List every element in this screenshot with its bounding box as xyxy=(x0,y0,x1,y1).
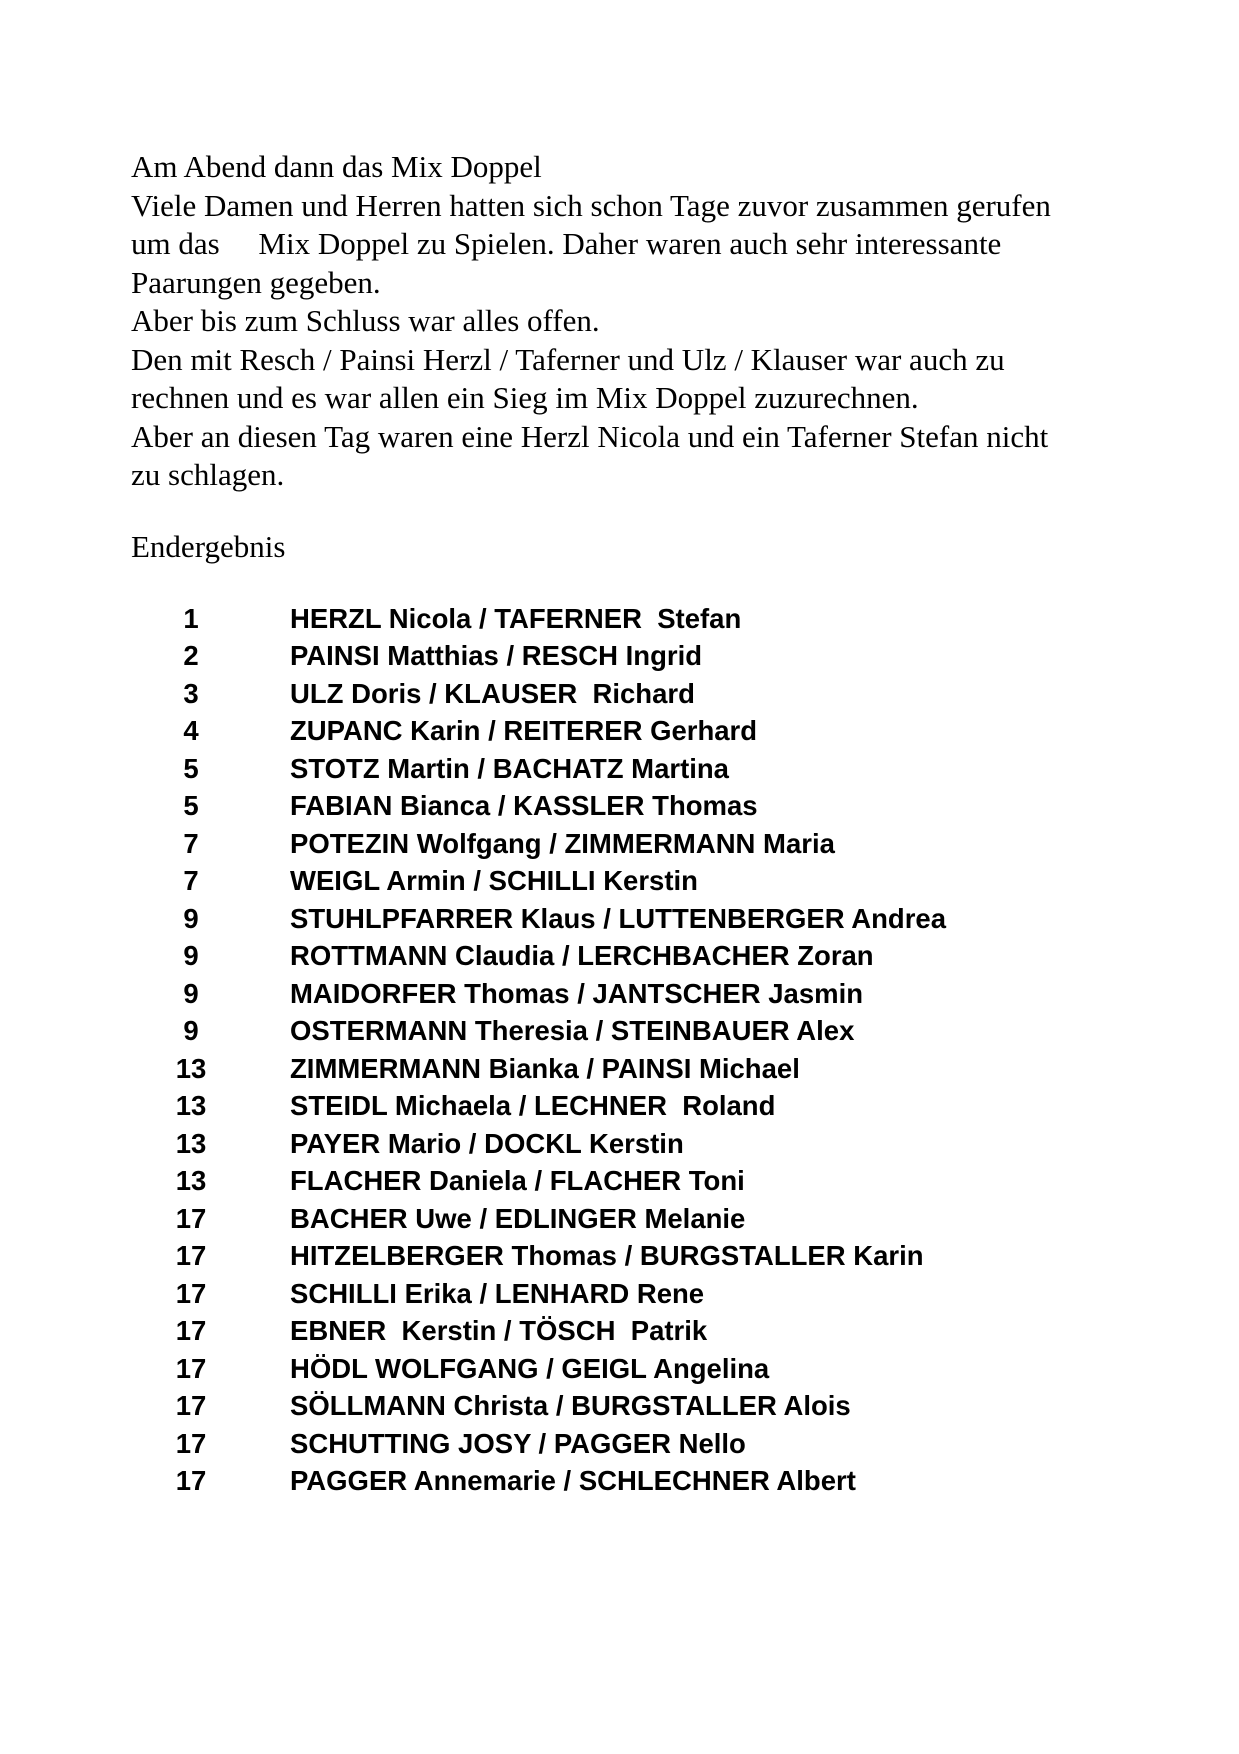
rank-number: 5 xyxy=(183,790,199,822)
rank-number: 13 xyxy=(175,1165,207,1197)
result-row xyxy=(150,713,1100,751)
rank-number: 17 xyxy=(175,1390,207,1422)
result-row xyxy=(150,675,1100,713)
rank-number: 17 xyxy=(175,1240,207,1272)
pair-names: SCHUTTING JOSY / PAGGER Nello xyxy=(290,1427,746,1459)
result-row xyxy=(150,975,1100,1013)
rank-number: 17 xyxy=(175,1315,207,1347)
pair-names: OSTERMANN Theresia / STEINBAUER Alex xyxy=(290,1015,855,1047)
pair-names: ZUPANC Karin / REITERER Gerhard xyxy=(290,715,758,747)
rank-number: 9 xyxy=(183,940,199,972)
intro-line: Am Abend dann das Mix Doppel xyxy=(131,149,542,184)
result-row xyxy=(150,1425,1100,1463)
pair-names: MAIDORFER Thomas / JANTSCHER Jasmin xyxy=(290,977,864,1009)
result-row xyxy=(150,900,1100,938)
result-row xyxy=(150,1350,1100,1388)
rank-number: 9 xyxy=(183,1015,199,1047)
rank-number: 3 xyxy=(183,677,199,709)
rank-number: 13 xyxy=(175,1052,207,1084)
result-row xyxy=(150,1013,1100,1051)
result-row xyxy=(150,788,1100,826)
result-row xyxy=(150,1200,1100,1238)
rank-number: 17 xyxy=(175,1465,207,1497)
rank-number: 1 xyxy=(183,602,199,634)
pair-names: PAYER Mario / DOCKL Kerstin xyxy=(290,1127,684,1159)
rank-number: 17 xyxy=(175,1277,207,1309)
intro-line: Aber bis zum Schluss war alles offen. xyxy=(131,303,600,338)
pair-names: HITZELBERGER Thomas / BURGSTALLER Karin xyxy=(290,1240,924,1272)
pair-names: HÖDL WOLFGANG / GEIGL Angelina xyxy=(290,1352,770,1384)
intro-line: um das Mix Doppel zu Spielen. Daher waren auch sehr interessante xyxy=(131,226,1002,261)
intro-line: zu schlagen. xyxy=(131,457,285,492)
rank-number: 4 xyxy=(183,715,199,747)
rank-number: 17 xyxy=(175,1352,207,1384)
result-row xyxy=(150,1275,1100,1313)
result-row xyxy=(150,825,1100,863)
pair-names: ROTTMANN Claudia / LERCHBACHER Zoran xyxy=(290,940,874,972)
rank-number: 17 xyxy=(175,1427,207,1459)
pair-names: PAGGER Annemarie / SCHLECHNER Albert xyxy=(290,1465,856,1497)
pair-names: ZIMMERMANN Bianka / PAINSI Michael xyxy=(290,1052,800,1084)
pair-names: SÖLLMANN Christa / BURGSTALLER Alois xyxy=(290,1390,851,1422)
pair-names: PAINSI Matthias / RESCH Ingrid xyxy=(290,640,703,672)
rank-number: 17 xyxy=(175,1202,207,1234)
result-row xyxy=(150,1238,1100,1276)
result-row xyxy=(150,938,1100,976)
pair-names: SCHILLI Erika / LENHARD Rene xyxy=(290,1277,705,1309)
result-row xyxy=(150,750,1100,788)
pair-names: EBNER Kerstin / TÖSCH Patrik xyxy=(290,1315,708,1347)
intro-paragraph xyxy=(131,148,1151,495)
intro-line: Viele Damen und Herren hatten sich schon Tage zuvor zusammen gerufen xyxy=(131,187,1051,223)
result-row xyxy=(150,638,1100,676)
pair-names: STEIDL Michaela / LECHNER Roland xyxy=(290,1090,776,1122)
result-row xyxy=(150,1388,1100,1426)
rank-number: 2 xyxy=(183,640,199,672)
rank-number: 7 xyxy=(183,827,199,859)
rank-number: 7 xyxy=(183,865,199,897)
result-row xyxy=(150,863,1100,901)
pair-names: ULZ Doris / KLAUSER Richard xyxy=(290,677,695,709)
result-row xyxy=(150,1050,1100,1088)
result-row xyxy=(150,1163,1100,1201)
intro-line: Aber an diesen Tag waren eine Herzl Nicola und ein Taferner Stefan nicht xyxy=(131,418,1049,454)
intro-line: Den mit Resch / Painsi Herzl / Taferner und Ulz / Klauser war auch zu xyxy=(131,341,1005,377)
pair-names: FABIAN Bianca / KASSLER Thomas xyxy=(290,790,758,822)
pair-names: STUHLPFARRER Klaus / LUTTENBERGER Andrea xyxy=(290,902,946,934)
pair-names: HERZL Nicola / TAFERNER Stefan xyxy=(290,602,742,634)
result-row xyxy=(150,1088,1100,1126)
result-row xyxy=(150,1463,1100,1501)
rank-number: 13 xyxy=(175,1090,207,1122)
rank-number: 9 xyxy=(183,977,199,1009)
rank-number: 5 xyxy=(183,752,199,784)
intro-line: rechnen und es war allen ein Sieg im Mix Doppel zuzurechnen. xyxy=(131,380,919,415)
pair-names: WEIGL Armin / SCHILLI Kerstin xyxy=(290,865,698,897)
pair-names: STOTZ Martin / BACHATZ Martina xyxy=(290,752,729,784)
pair-names: POTEZIN Wolfgang / ZIMMERMANN Maria xyxy=(290,827,835,859)
results-list xyxy=(150,600,1100,1500)
result-row xyxy=(150,1125,1100,1163)
pair-names: BACHER Uwe / EDLINGER Melanie xyxy=(290,1202,746,1234)
rank-number: 13 xyxy=(175,1127,207,1159)
result-row xyxy=(150,1313,1100,1351)
intro-line: Paarungen gegeben. xyxy=(131,264,381,300)
results-heading: Endergebnis xyxy=(131,529,286,564)
rank-number: 9 xyxy=(183,902,199,934)
pair-names: FLACHER Daniela / FLACHER Toni xyxy=(290,1165,745,1197)
result-row xyxy=(150,600,1100,638)
